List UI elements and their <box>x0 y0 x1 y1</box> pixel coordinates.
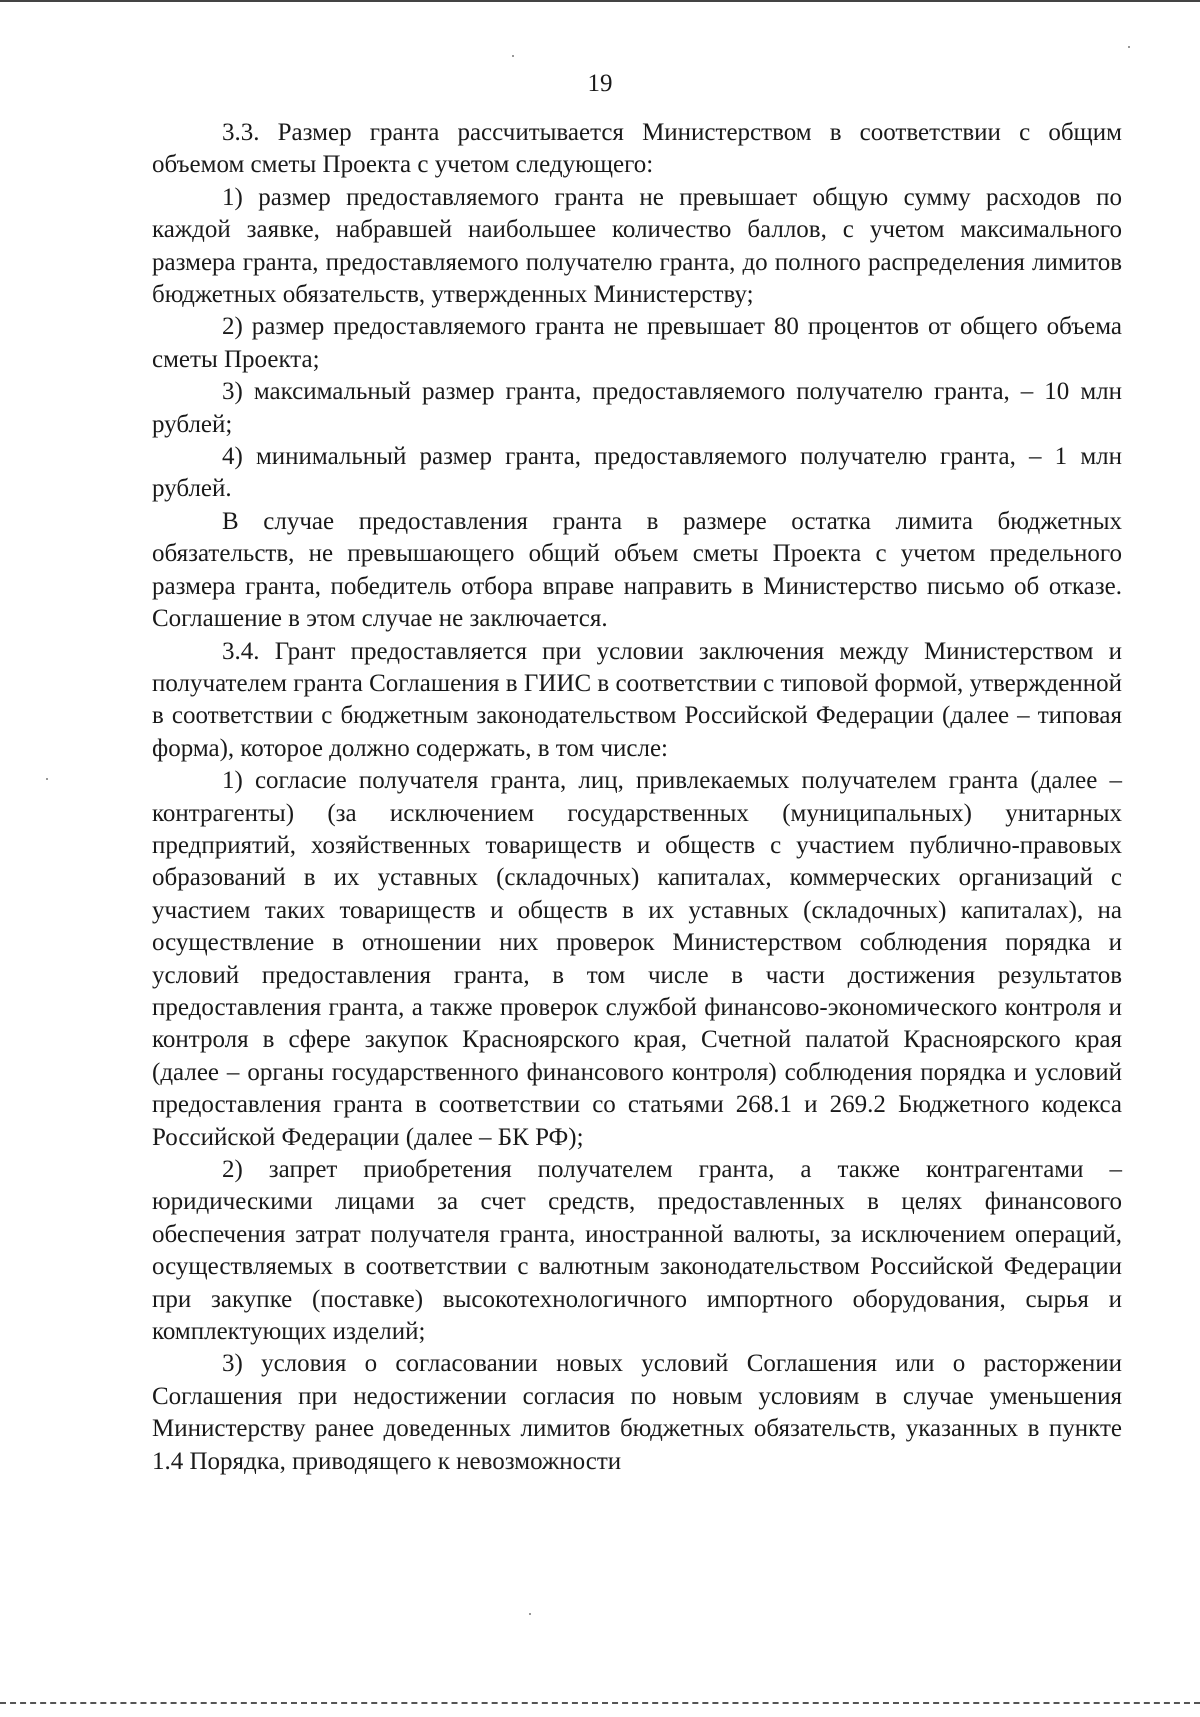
paragraph-3-3-item-1: 1) размер предоставляемого гранта не превышает общую сумму расходов по каждой заявке, набравшей наибольшее количество баллов, с учетом максимального размера гранта, предоставляемого получателю гранта, до полного распределения лимитов бюджетных обязательств, утвержденных Министерству; <box>152 183 1122 309</box>
page-number: 19 <box>587 70 613 97</box>
scan-speck <box>529 1613 531 1615</box>
paragraph-3-3-refusal: В случае предоставления гранта в размере остатка лимита бюджетных обязательств, не превышающего общий объем сметы Проекта с учетом предельного размера гранта, победитель отбора вправе направить в Министерство письмо об отказе. Соглашение в этом случае не заключается. <box>152 507 1122 633</box>
document-body <box>152 117 1122 1478</box>
scan-speck <box>512 55 514 57</box>
scan-speck <box>1128 46 1130 48</box>
scan-bottom-edge <box>0 1702 1200 1704</box>
scan-speck <box>46 778 48 780</box>
paragraph-3-3-item-3: 3) максимальный размер гранта, предоставляемого получателю гранта, – 10 млн рублей; <box>152 378 1122 438</box>
paragraph-3-4-item-2: 2) запрет приобретения получателем гранта, а также контрагентами – юридическими лицами за счет средств, предоставленных в целях финансового обеспечения затрат получателя гранта, иностранной валюты, за исключением операций, осуществляемых в соответствии с валютным законодательством Российской Федерации при закупке (поставке) высокотехнологичного импортного оборудования, сырья и комплектующих изделий; <box>152 1156 1122 1346</box>
paragraph-3-4: 3.4. Грант предоставляется при условии заключения между Министерством и получателем гранта Соглашения в ГИИС в соответствии с типовой формой, утвержденной в соответствии с бюджетным законодательством Российской Федерации (далее – типовая форма), которое должно содержать, в том числе: <box>152 637 1122 762</box>
paragraph-3-4-item-1: 1) согласие получателя гранта, лиц, привлекаемых получателем гранта (далее – контрагенты) (за исключением государственных (муниципальных) унитарных предприятий, хозяйственных товариществ и обществ с участием публично-правовых образований в их уставных (складочных) капиталах, коммерческих организаций с участием таких товариществ и обществ в их уставных (складочных) капиталах), на осуществление в отношении них проверок Министерством соблюдения порядка и условий предоставления гранта, в том числе в части достижения результатов предоставления гранта, а также проверок службой финансово-экономического контроля и контроля в сфере закупок Красноярского края, Счетной палатой Красноярского края (далее – органы государственного финансового контроля) соблюдения порядка и условий предоставления гранта в соответствии со статьями 268.1 и 269.2 Бюджетного кодекса Российской Федерации (далее – БК РФ); <box>152 767 1122 1151</box>
scan-top-border <box>0 0 1200 2</box>
paragraph-3-4-item-3: 3) условия о согласовании новых условий Соглашения или о расторжении Соглашения при недостижении согласия по новым условиям в случае уменьшения Министерству ранее доведенных лимитов бюджетных обязательств, указанных в пункте 1.4 Порядка, приводящего к невозможности <box>152 1350 1122 1475</box>
paragraph-3-3-item-2: 2) размер предоставляемого гранта не превышает 80 процентов от общего объема сметы Проекта; <box>152 313 1122 373</box>
paragraph-3-3-item-4: 4) минимальный размер гранта, предоставляемого получателю гранта, – 1 млн рублей. <box>152 443 1122 503</box>
paragraph-3-3: 3.3. Размер гранта рассчитывается Министерством в соответствии с общим объемом сметы Проекта с учетом следующего: <box>152 119 1122 179</box>
